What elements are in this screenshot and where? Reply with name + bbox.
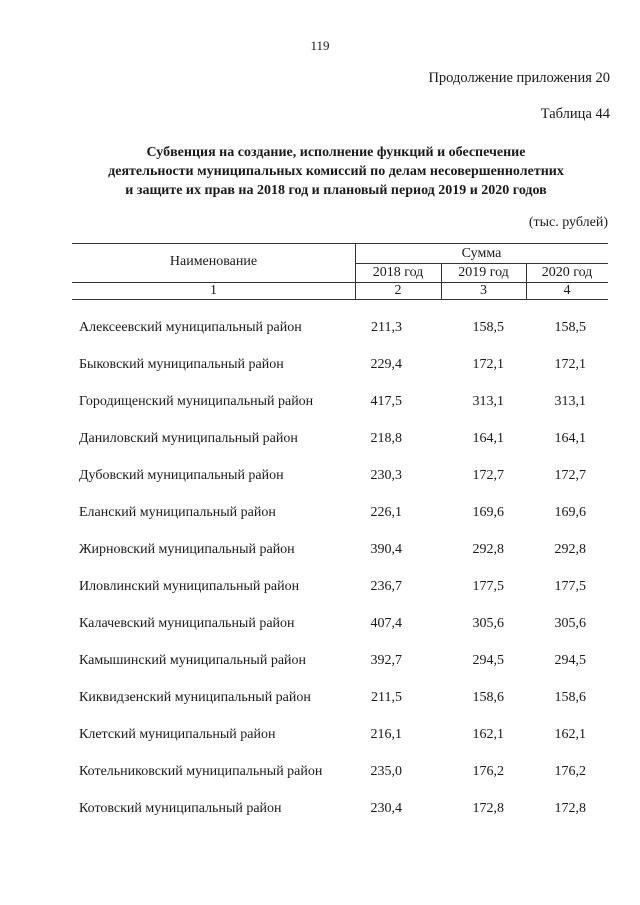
value-2020: 162,1 [554, 727, 586, 742]
value-2019: 158,6 [472, 690, 504, 705]
sum-group-header: Сумма [461, 246, 502, 261]
column-number: 2 [394, 283, 402, 298]
district-name: Камышинский муниципальный район [79, 653, 307, 668]
value-2018: 226,1 [370, 505, 402, 520]
district-name: Быковский муниципальный район [79, 357, 284, 372]
district-name: Жирновский муниципальный район [79, 542, 295, 557]
table-row [0, 427, 640, 464]
value-2018: 229,4 [370, 357, 402, 372]
table-title [60, 143, 612, 200]
table-row [0, 649, 640, 686]
value-2020: 292,8 [554, 542, 586, 557]
value-2019: 292,8 [472, 542, 504, 557]
district-name: Алексеевский муниципальный район [79, 320, 302, 335]
value-2018: 211,3 [371, 320, 402, 335]
district-name: Котельниковский муниципальный район [79, 764, 323, 779]
table-row [0, 612, 640, 649]
value-2020: 172,7 [554, 468, 586, 483]
year-header-2020: 2020 год [541, 265, 593, 280]
value-2019: 169,6 [472, 505, 504, 520]
table-row [0, 316, 640, 353]
district-name: Иловлинский муниципальный район [79, 579, 300, 594]
table-row [0, 760, 640, 797]
value-2020: 169,6 [554, 505, 586, 520]
value-2019: 305,6 [472, 616, 504, 631]
value-2020: 158,6 [554, 690, 586, 705]
year-header-2018: 2018 год [372, 265, 424, 280]
value-2020: 294,5 [554, 653, 586, 668]
value-2019: 294,5 [472, 653, 504, 668]
value-2020: 172,1 [554, 357, 586, 372]
value-2018: 235,0 [370, 764, 402, 779]
value-2018: 236,7 [370, 579, 402, 594]
column-number: 3 [480, 283, 487, 298]
value-2020: 164,1 [554, 431, 586, 446]
value-2020: 313,1 [554, 394, 586, 409]
table-row [0, 501, 640, 538]
value-2018: 230,3 [370, 468, 402, 483]
district-name: Киквидзенский муниципальный район [79, 690, 311, 705]
value-2019: 158,5 [472, 320, 504, 335]
district-name: Калачевский муниципальный район [79, 616, 295, 631]
value-2019: 164,1 [472, 431, 504, 446]
value-2020: 158,5 [554, 320, 586, 335]
value-2018: 218,8 [370, 431, 402, 446]
district-name: Еланский муниципальный район [79, 505, 276, 520]
column-number: 4 [563, 283, 571, 298]
value-2019: 172,7 [472, 468, 504, 483]
header-bottom-rule [72, 299, 608, 300]
district-name: Даниловский муниципальный район [79, 431, 298, 446]
value-2019: 162,1 [472, 727, 504, 742]
district-name: Клетский муниципальный район [79, 727, 276, 742]
district-name: Котовский муниципальный район [79, 801, 282, 816]
value-2019: 176,2 [472, 764, 504, 779]
value-2018: 390,4 [370, 542, 402, 557]
district-name: Городищенский муниципальный район [79, 394, 314, 409]
table-row [0, 723, 640, 760]
page-number: 119 [310, 38, 330, 53]
units-note: (тыс. рублей) [528, 215, 608, 230]
table-row [0, 464, 640, 501]
value-2020: 176,2 [554, 764, 586, 779]
value-2018: 407,4 [370, 616, 402, 631]
table-title-line: и защите их прав на 2018 год и плановый период 2019 и 2020 годов [125, 183, 547, 198]
value-2018: 230,4 [370, 801, 402, 816]
column-number: 1 [210, 283, 217, 298]
value-2019: 313,1 [472, 394, 504, 409]
table-row [0, 686, 640, 723]
header-top-rule [72, 243, 608, 244]
district-name: Дубовский муниципальный район [79, 468, 284, 483]
table-row [0, 575, 640, 612]
value-2020: 172,8 [554, 801, 586, 816]
value-2019: 172,1 [472, 357, 504, 372]
table-body [0, 316, 640, 834]
table-label: Таблица 44 [540, 106, 610, 122]
value-2020: 177,5 [554, 579, 586, 594]
table-title-line: Субвенция на создание, исполнение функций и обеспечение [146, 145, 526, 160]
table-row [0, 390, 640, 427]
sum-group-rule [355, 263, 608, 264]
value-2019: 177,5 [472, 579, 504, 594]
value-2020: 305,6 [554, 616, 586, 631]
table-row [0, 538, 640, 575]
table-row [0, 353, 640, 390]
table-title-line: деятельности муниципальных комиссий по делам несовершеннолетних [108, 164, 564, 179]
name-column-header: Наименование [169, 254, 258, 269]
year-header-2019: 2019 год [458, 265, 509, 280]
value-2018: 392,7 [370, 653, 402, 668]
appendix-note: Продолжение приложения 20 [428, 70, 610, 86]
value-2018: 216,1 [370, 727, 402, 742]
value-2018: 211,5 [371, 690, 402, 705]
value-2018: 417,5 [370, 394, 402, 409]
table-row [0, 797, 640, 834]
value-2019: 172,8 [472, 801, 504, 816]
